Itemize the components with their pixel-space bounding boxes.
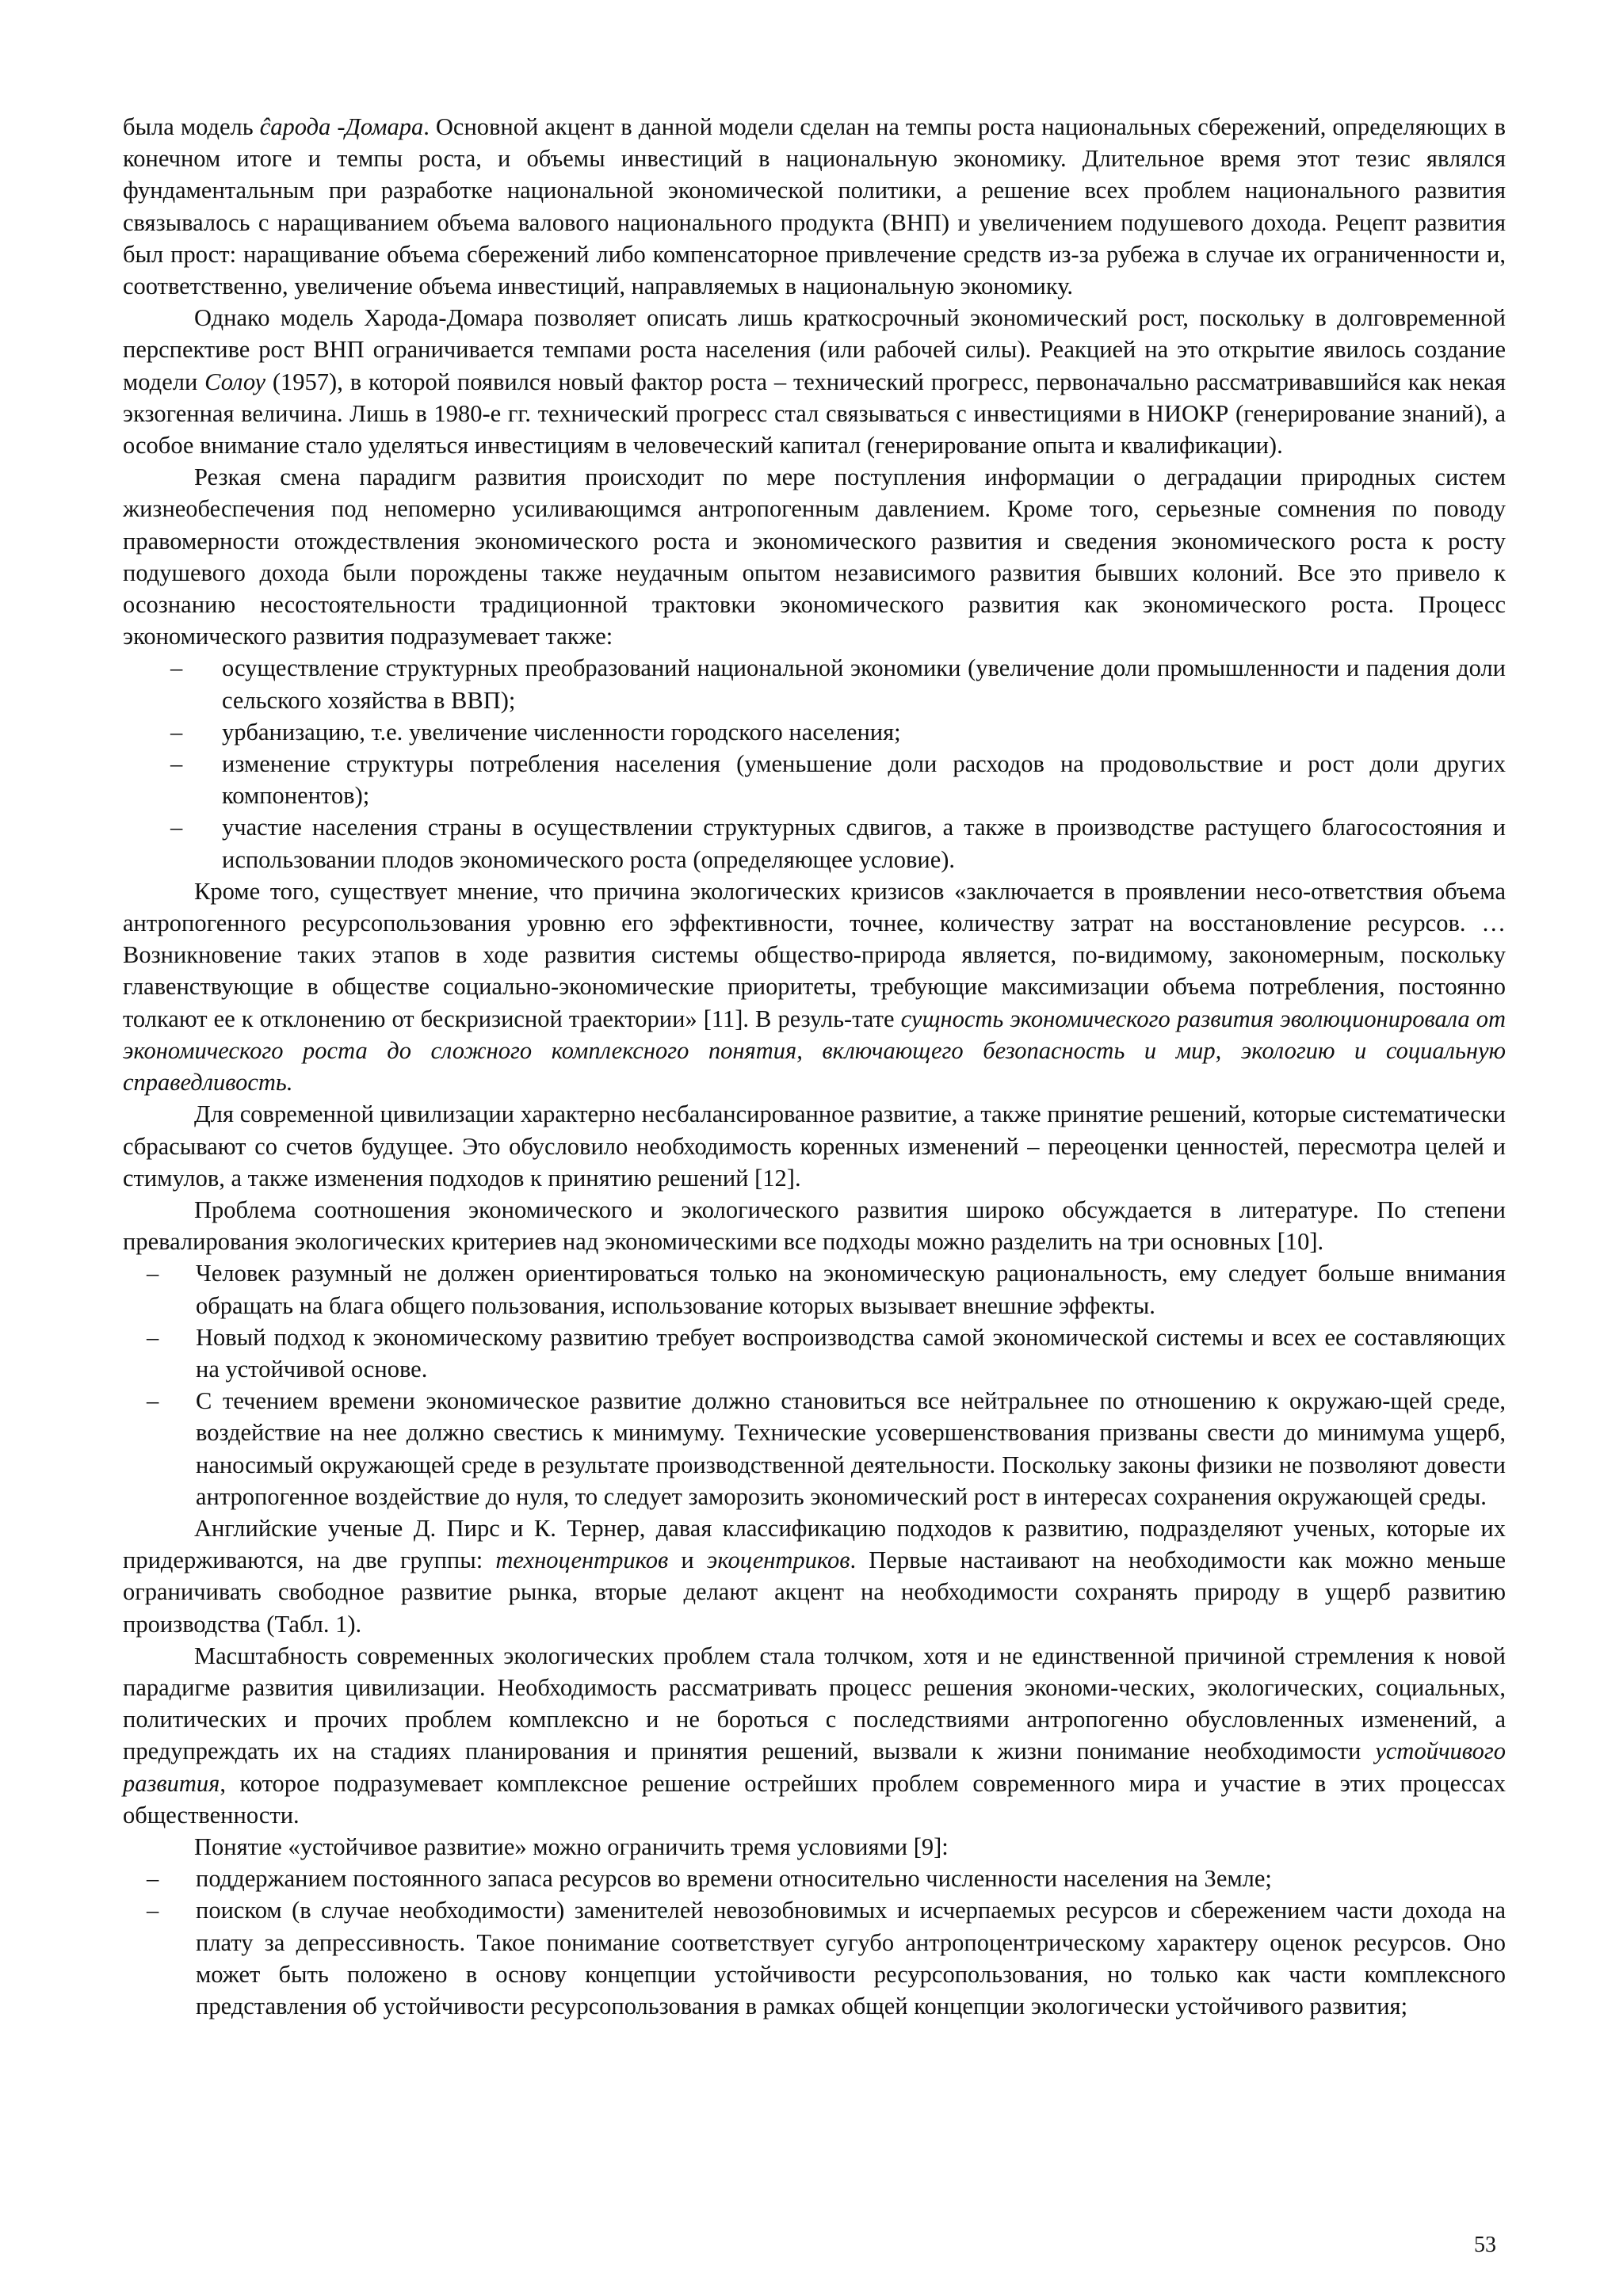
list-item (123, 716, 1506, 748)
dash-bullet: – (170, 750, 183, 778)
dash-bullet: – (147, 1260, 159, 1287)
dash-bullet: – (147, 1865, 159, 1893)
paragraph-pearce-turner (123, 1512, 1506, 1640)
dash-bullet: – (170, 814, 183, 841)
paragraph-economic-ecological-relation: Проблема соотношения экономического и экологического развития широко обсуждается в литературе. По степени превалирования экологических критериев над экономическими все подходы можно разделить на три основных [10]. (123, 1196, 1506, 1256)
page-number: 53 (1474, 2233, 1496, 2257)
list-approaches (123, 1257, 1506, 1512)
list-item-text: поиском (в случае необходимости) заменителей невозобновимых и исчерпаемых ресурсов и сбережением части дохода на плату за депрессивность. Такое понимание соответствует сугубо антропоцентрическому характеру оценок ресурсов. Оно может быть положено в основу концепции устойчивости ресурсопользования, но только как части комплексного представления об устойчивости ресурсопользования в рамках общей концепции экологически устойчивого развития; (196, 1897, 1506, 2019)
list-item-text: С течением времени экономическое развитие должно становиться все нейтральнее по отношению к окружаю-щей среде, воздействие на нее должно свестись к минимуму. Технические усовершенствования призваны свести до минимума ущерб, наносимый окружающей среде в результате производственной деятельности. Поскольку законы физики не позволяют довести антропогенное воздействие до нуля, то следует заморозить экономический рост в интересах сохранения окружающей среды. (196, 1387, 1506, 1510)
dash-bullet: – (147, 1387, 159, 1415)
italic-term: ĉарода -Домара (259, 113, 424, 140)
list-item (123, 1257, 1506, 1321)
paragraph-text: . Основной акцент в данной модели сделан на темпы роста национальных сбережений, определяющих в конечном итоге и темпы роста, и объемы инвестиций в национальную экономику. Длительное время этот тезис являлся фундаментальным при разработке национальной экономической политики, а решение всех проблем национального развития связывалось с наращиванием объема валового национального продукта (ВНП) и увеличением подушевого дохода. Рецепт развития был прост: наращивание объема сбережений либо компенсаторное привлечение средств из-за рубежа в случае их ограниченности и, соответственно, увеличение объема инвестиций, направляемых в национальную экономику. (123, 113, 1506, 300)
list-item-text: Человек разумный не должен ориентироваться только на экономическую рациональность, ему следует больше внимания обращать на блага общего пользования, использование которых вызывает внешние эффекты. (196, 1260, 1506, 1319)
document-page (123, 111, 1506, 2022)
list-sustainability-conditions (123, 1863, 1506, 2022)
dash-bullet: – (147, 1323, 159, 1351)
list-item (123, 1863, 1506, 1894)
paragraph-text: была модель (123, 113, 260, 140)
italic-term: устойчивого развития (123, 1737, 1506, 1797)
list-item (123, 1894, 1506, 2022)
paragraph-sustainability-conditions: Понятие «устойчивое развитие» можно ограничить тремя условиями [9]: (194, 1833, 949, 1860)
list-item (123, 811, 1506, 875)
italic-statement: сущность экономического развития эволюционировала от экономического роста до сложного комплексного понятия, включающего безопасность и мир, экологию и социальную справедливость. (123, 1005, 1506, 1097)
list-item-text: Новый подход к экономическому развитию требует воспроизводства самой экономической системы и всех ее составляющих на устойчивой основе. (196, 1323, 1506, 1383)
paragraph-text: Однако модель Харода-Домара позволяет описать лишь краткосрочный экономический рост, поскольку в долговременной перспективе рост ВНП ограничивается темпами роста населения (или рабочей силы). Реакцией на это открытие явилось создание модели (123, 304, 1506, 395)
paragraph-text: Масштабность современных экологических проблем стала толчком, хотя и не единственной причиной стремления к новой парадигме развития цивилизации. Необходимость рассматривать процесс решения экономи-ческих, экологических, социальных, политических и прочих проблем комплексно и не бороться с последствиями антропогенно обусловленных изменений, а предупреждать их на стадиях планирования и принятия решений, вызвали к жизни понимание необходимости (123, 1642, 1506, 1765)
list-item-text: изменение структуры потребления населения (уменьшение доли расходов на продовольствие и рост доли других компонентов); (222, 750, 1506, 810)
paragraph-text: . Первые настаивают на необходимости как можно меньше ограничивать свободное развитие рынка, вторые делают акцент на необходимости сохранять природу в ущерб развитию производства (Табл. 1). (123, 1547, 1506, 1638)
list-item (123, 1385, 1506, 1512)
list-item-text: урбанизацию, т.е. увеличение численности городского населения; (222, 718, 901, 746)
list-item-text: осуществление структурных преобразований национальной экономики (увеличение доли промышленности и падения доли сельского хозяйства в ВВП); (222, 654, 1506, 714)
paragraph-text: , которое подразумевает комплексное решение острейших проблем современного мира и участие в этих процессах общественности. (123, 1769, 1506, 1829)
paragraph-text: Кроме того, существует мнение, что причина экологических кризисов «заключается в проявлении несо-ответствия объема антропогенного ресурсопользования уровню его эффективности, точнее, количеству затрат на восстановление ресурсов. …Возникновение таких этапов в ходе развития системы общество-природа является, по-видимому, закономерным, поскольку главенствующие в обществе социально-экономические приоритеты, требующие максимизации объема потребления, постоянно толкают ее к отклонению от бескризисной траектории» [11]. В резуль-тате (123, 877, 1506, 1032)
paragraph-sustainable-development (123, 1640, 1506, 1831)
italic-term: экоцентриков (706, 1547, 850, 1574)
list-item (123, 652, 1506, 715)
list-item (123, 1322, 1506, 1385)
dash-bullet: – (170, 718, 183, 746)
list-development-aspects (123, 652, 1506, 875)
list-item (123, 748, 1506, 811)
paragraph-solow-model (123, 302, 1506, 461)
list-item-text: поддержанием постоянного запаса ресурсов во времени относительно численности населения на Земле; (196, 1865, 1272, 1893)
list-item-text: участие населения страны в осуществлении структурных сдвигов, а также в производстве растущего благосостояния и использовании плодов экономического роста (определяющее условие). (222, 814, 1506, 873)
paragraph-text: и (668, 1547, 707, 1574)
italic-term: Солоу (204, 368, 266, 395)
paragraph-paradigm-shift: Резкая смена парадигм развития происходит по мере поступления информации о деградации природных систем жизнеобеспечения под непомерно усиливающимся антропогенным давлением. Кроме того, серьезные сомнения по поводу правомерности отождествления экономического роста и экономического развития и сведения экономического роста к росту подушевого дохода были порождены также неудачным опытом независимого развития бывших колоний. Все это привело к осознанию несостоятельности традиционной трактовки экономического развития как экономического роста. Процесс экономического развития подразумевает также: (123, 463, 1506, 650)
paragraph-harrod-domar-model (123, 111, 1506, 302)
paragraph-unbalanced-development: Для современной цивилизации характерно несбалансированное развитие, а также принятие решений, которые систематически сбрасывают со счетов будущее. Это обусловило необходимость коренных изменений – переоценки ценностей, пересмотра целей и стимулов, а также изменения подходов к принятию решений [12]. (123, 1100, 1506, 1192)
paragraph-ecological-crises (123, 875, 1506, 1098)
dash-bullet: – (170, 654, 183, 682)
paragraph-text: (1957), в которой появился новый фактор роста – технический прогресс, первоначально рассматривавшийся как некая экзогенная величина. Лишь в 1980-е гг. технический прогресс стал связываться с инвестициями в НИОКР (генерирование знаний), а особое внимание стало уделяться инвестициям в человеческий капитал (генерирование опыта и квалификации). (123, 368, 1506, 460)
paragraph-text: Английские ученые Д. Пирс и К. Тернер, давая классификацию подходов к развитию, подразделяют ученых, которые их придерживаются, на две группы: (123, 1514, 1506, 1574)
italic-term: техноцентриков (495, 1547, 669, 1574)
dash-bullet: – (147, 1897, 159, 1924)
